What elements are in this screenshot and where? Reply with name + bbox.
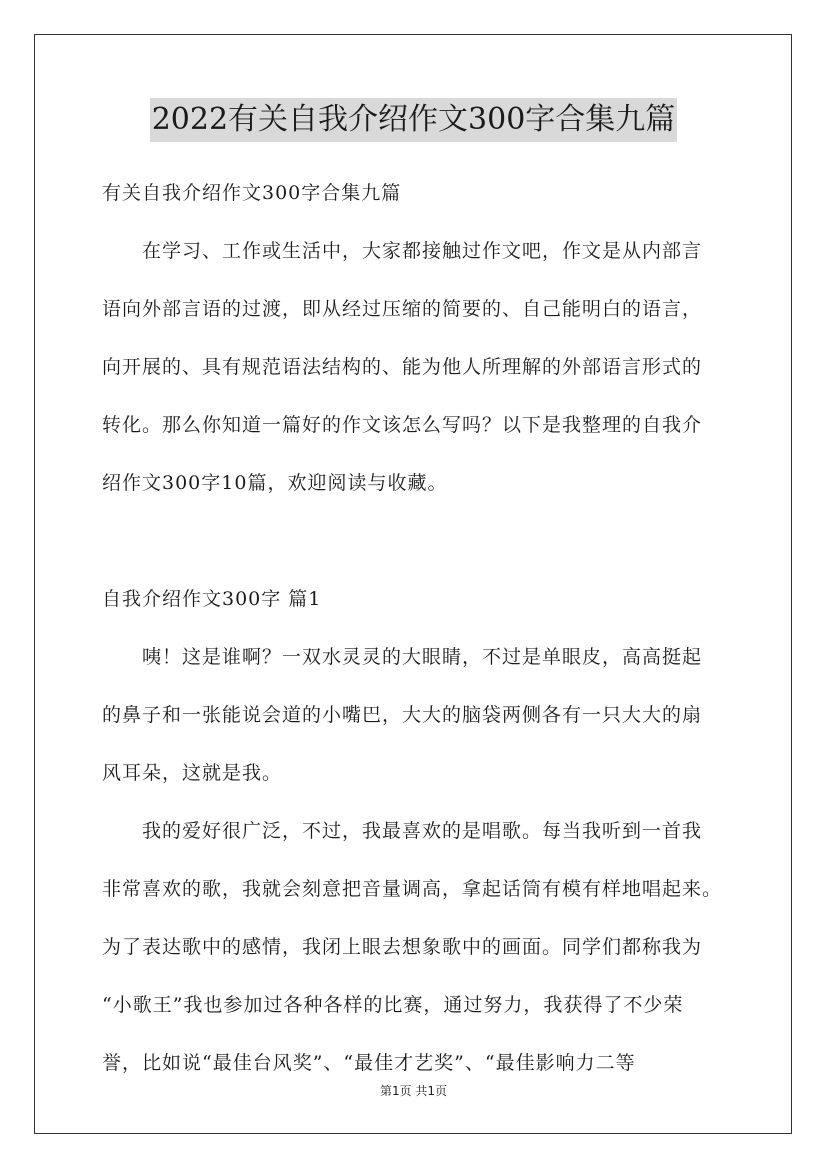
intro-line: 向开展的、具有规范语法结构的、能为他人所理解的外部语言形式的 xyxy=(102,356,703,378)
blank-spacer xyxy=(102,521,742,579)
document-body xyxy=(102,173,742,1101)
section-heading: 自我介绍作文300字 篇1 xyxy=(102,588,322,610)
paragraph-line: 非常喜欢的歌，我就会刻意把音量调高，拿起话筒有模有样地唱起来。 xyxy=(102,878,723,900)
subtitle: 有关自我介绍作文300字合集九篇 xyxy=(102,182,402,204)
title-container xyxy=(0,98,827,142)
paragraph-line: 的鼻子和一张能说会道的小嘴巴，大大的脑袋两侧各有一只大大的扇 xyxy=(102,704,703,726)
paragraph-line: 誉，比如说“最佳台风奖”、“最佳才艺奖”、“最佳影响力二等 xyxy=(102,1052,636,1074)
intro-line: 在学习、工作或生活中，大家都接触过作文吧，作文是从内部言 xyxy=(142,240,703,262)
intro-line: 语向外部言语的过渡，即从经过压缩的简要的、自己能明白的语言， xyxy=(102,298,703,320)
intro-line: 绍作文300字10篇，欢迎阅读与收藏。 xyxy=(102,472,448,494)
paragraph-line: 风耳朵，这就是我。 xyxy=(102,762,283,784)
intro-line: 转化。那么你知道一篇好的作文该怎么写吗？以下是我整理的自我介 xyxy=(102,414,703,436)
paragraph-line: 我的爱好很广泛，不过，我最喜欢的是唱歌。每当我听到一首我 xyxy=(142,820,703,842)
paragraph-line: 咦！这是谁啊？一双水灵灵的大眼睛，不过是单眼皮，高高挺起 xyxy=(142,646,703,668)
page-footer: 第1页 共1页 xyxy=(379,1084,448,1098)
document-title: 2022有关自我介绍作文300字合集九篇 xyxy=(150,98,678,142)
paragraph-line: 为了表达歌中的感情，我闭上眼去想象歌中的画面。同学们都称我为 xyxy=(102,936,703,958)
paragraph-line: “小歌王”我也参加过各种各样的比赛，通过努力，我获得了不少荣 xyxy=(102,994,684,1016)
